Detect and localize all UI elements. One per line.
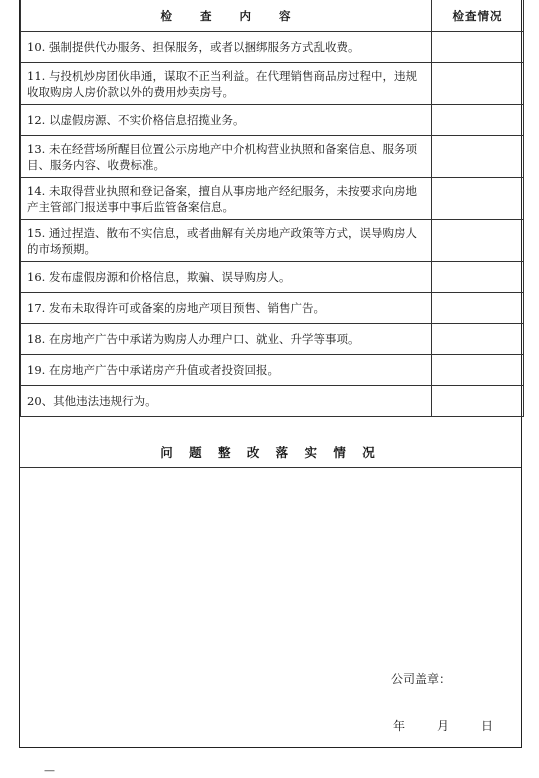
- table-row: [21, 63, 524, 105]
- inspection-form: [19, 0, 522, 748]
- inspection-status-cell[interactable]: [432, 178, 524, 220]
- inspection-status-cell[interactable]: [432, 262, 524, 293]
- inspection-status-cell[interactable]: [432, 293, 524, 324]
- header-inspection-status: 检查情况: [432, 0, 524, 32]
- inspection-status-cell[interactable]: [432, 136, 524, 178]
- table-row: [21, 178, 524, 220]
- inspection-status-cell[interactable]: [432, 324, 524, 355]
- table-row: [21, 220, 524, 262]
- month-label: 月: [436, 719, 449, 733]
- inspection-item: 20、其他违法违规行为。: [21, 386, 432, 417]
- inspection-status-cell[interactable]: [432, 355, 524, 386]
- signature-date: [393, 717, 493, 734]
- inspection-item: 15. 通过捏造、散布不实信息，或者曲解有关房地产政策等方式，误导购房人的市场预期。: [21, 220, 432, 262]
- table-row: [21, 136, 524, 178]
- table-header-row: [21, 0, 524, 32]
- page-footer-mark: —: [44, 764, 55, 777]
- table-row: [21, 324, 524, 355]
- table-row: [21, 262, 524, 293]
- table-row: [21, 32, 524, 63]
- inspection-status-cell[interactable]: [432, 105, 524, 136]
- inspection-item: 19. 在房地产广告中承诺房产升值或者投资回报。: [21, 355, 432, 386]
- inspection-status-cell[interactable]: [432, 32, 524, 63]
- inspection-item: 11. 与投机炒房团伙串通，谋取不正当利益。在代理销售商品房过程中，违规收取购房人房价款以外的费用炒卖房号。: [21, 63, 432, 105]
- inspection-item: 17. 发布未取得许可或备案的房地产项目预售、销售广告。: [21, 293, 432, 324]
- inspection-item: 16. 发布虚假房源和价格信息，欺骗、误导购房人。: [21, 262, 432, 293]
- table-row: [21, 105, 524, 136]
- inspection-status-cell[interactable]: [432, 220, 524, 262]
- inspection-table: [20, 0, 524, 417]
- inspection-item: 13. 未在经营场所醒目位置公示房地产中介机构营业执照和备案信息、服务项目、服务内容、收费标准。: [21, 136, 432, 178]
- rectification-section-title: 问 题 整 改 落 实 情 况: [20, 436, 521, 468]
- inspection-status-cell[interactable]: [432, 63, 524, 105]
- inspection-item: 10. 强制提供代办服务、担保服务，或者以捆绑服务方式乱收费。: [21, 32, 432, 63]
- company-stamp-label: 公司盖章：: [390, 672, 451, 686]
- inspection-item: 14. 未取得营业执照和登记备案，擅自从事房地产经纪服务，未按要求向房地产主管部门报送事中事后监管备案信息。: [21, 178, 432, 220]
- inspection-item: 18. 在房地产广告中承诺为购房人办理户口、就业、升学等事项。: [21, 324, 432, 355]
- table-row: [21, 386, 524, 417]
- table-row: [21, 293, 524, 324]
- header-inspection-content: 检 查 内 容: [21, 0, 432, 32]
- inspection-status-cell[interactable]: [432, 386, 524, 417]
- day-label: 日: [480, 719, 493, 733]
- inspection-item: 12. 以虚假房源、不实价格信息招揽业务。: [21, 105, 432, 136]
- year-label: 年: [392, 719, 405, 733]
- table-row: [21, 355, 524, 386]
